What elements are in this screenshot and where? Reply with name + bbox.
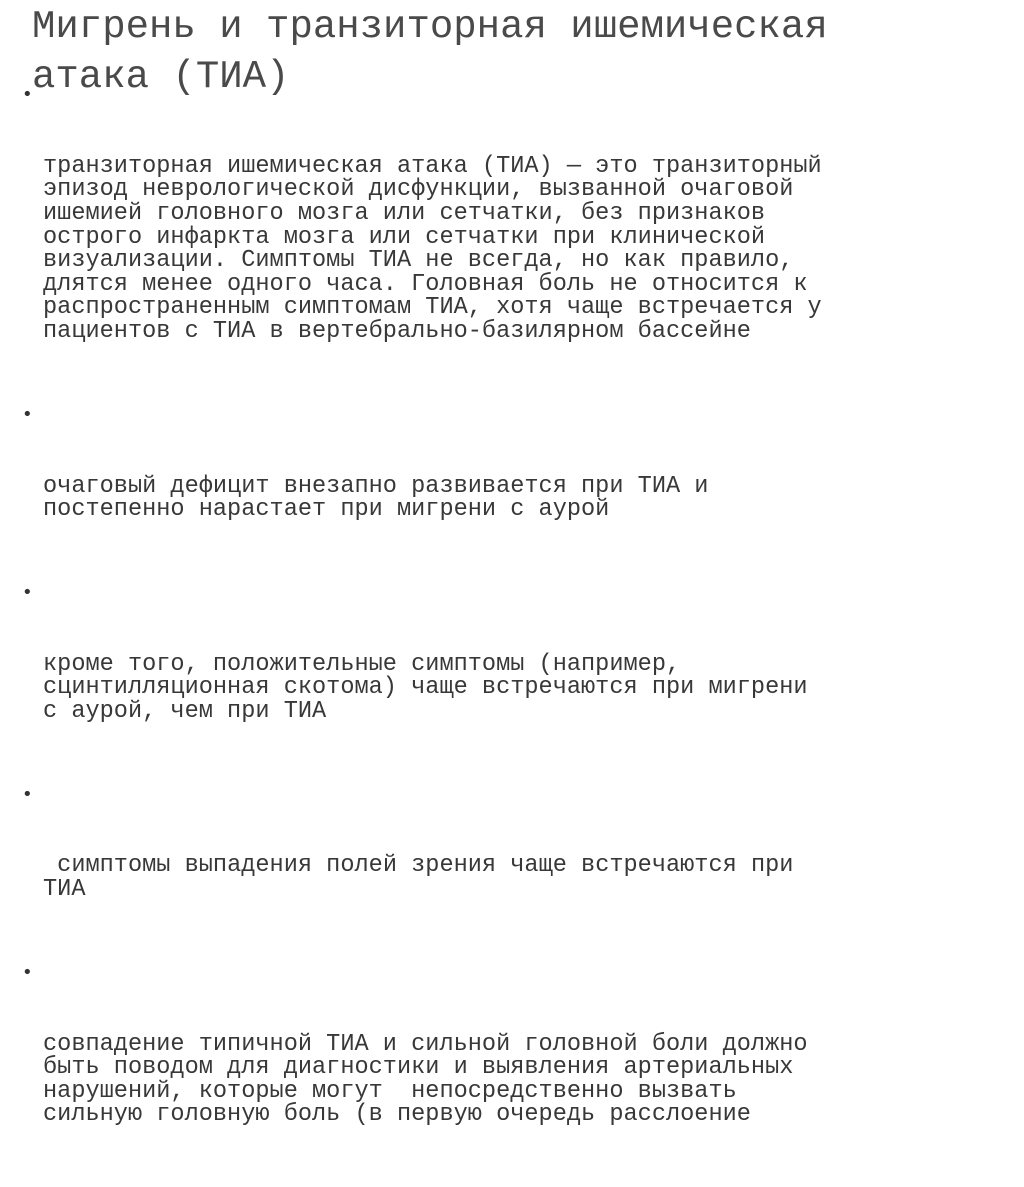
bullet-dot-icon: • xyxy=(22,961,33,983)
bullet-dot-icon: • xyxy=(22,84,33,105)
slide-title: Мигрень и транзиторная ишемическая атака (ТИА) xyxy=(32,5,828,99)
bullet-dot-icon: • xyxy=(22,403,33,425)
bullet-item-visual-field-loss xyxy=(22,784,982,949)
bullet-item-positive-symptoms xyxy=(22,582,982,771)
bullet-dot-icon: • xyxy=(22,783,33,805)
bullet-text: кроме того, положительные симптомы (например, сцинтилляционная скотома) чаще встречаются при мигрени с аурой, чем при ТИА xyxy=(43,650,808,725)
bullet-item-tia-headache-coincidence xyxy=(22,962,982,1174)
bullet-text: симптомы выпадения полей зрения чаще встречаются при ТИА xyxy=(43,852,794,903)
bullet-list xyxy=(22,84,982,1187)
bullet-text: транзиторная ишемическая атака (ТИА) — это транзиторный эпизод неврологической дисфункции, вызванной очаговой ишемией головного мозга или сетчатки, без признаков острого инфаркта мозга или сетчатки при клинической визуализации. Симптомы ТИА не всегда, но как правило, длятся менее одного часа. Головная боль не относится к распространенным симптомам ТИА, хотя чаще встречается у пациентов с ТИА в вертебрально-базилярном бассейне xyxy=(43,152,822,345)
bullet-item-focal-deficit xyxy=(22,404,982,569)
bullet-item-tia-definition xyxy=(22,84,982,391)
bullet-text: очаговый дефицит внезапно развивается при ТИА и постепенно нарастает при мигрени с аурой xyxy=(43,472,709,524)
bullet-dot-icon: • xyxy=(22,581,33,603)
bullet-text: совпадение типичной ТИА и сильной головной боли должно быть поводом для диагностики и выявления артериальных нарушений, которые могут непосредственно вызвать сильную головную боль (в первую очередь расслоение xyxy=(43,1030,808,1129)
